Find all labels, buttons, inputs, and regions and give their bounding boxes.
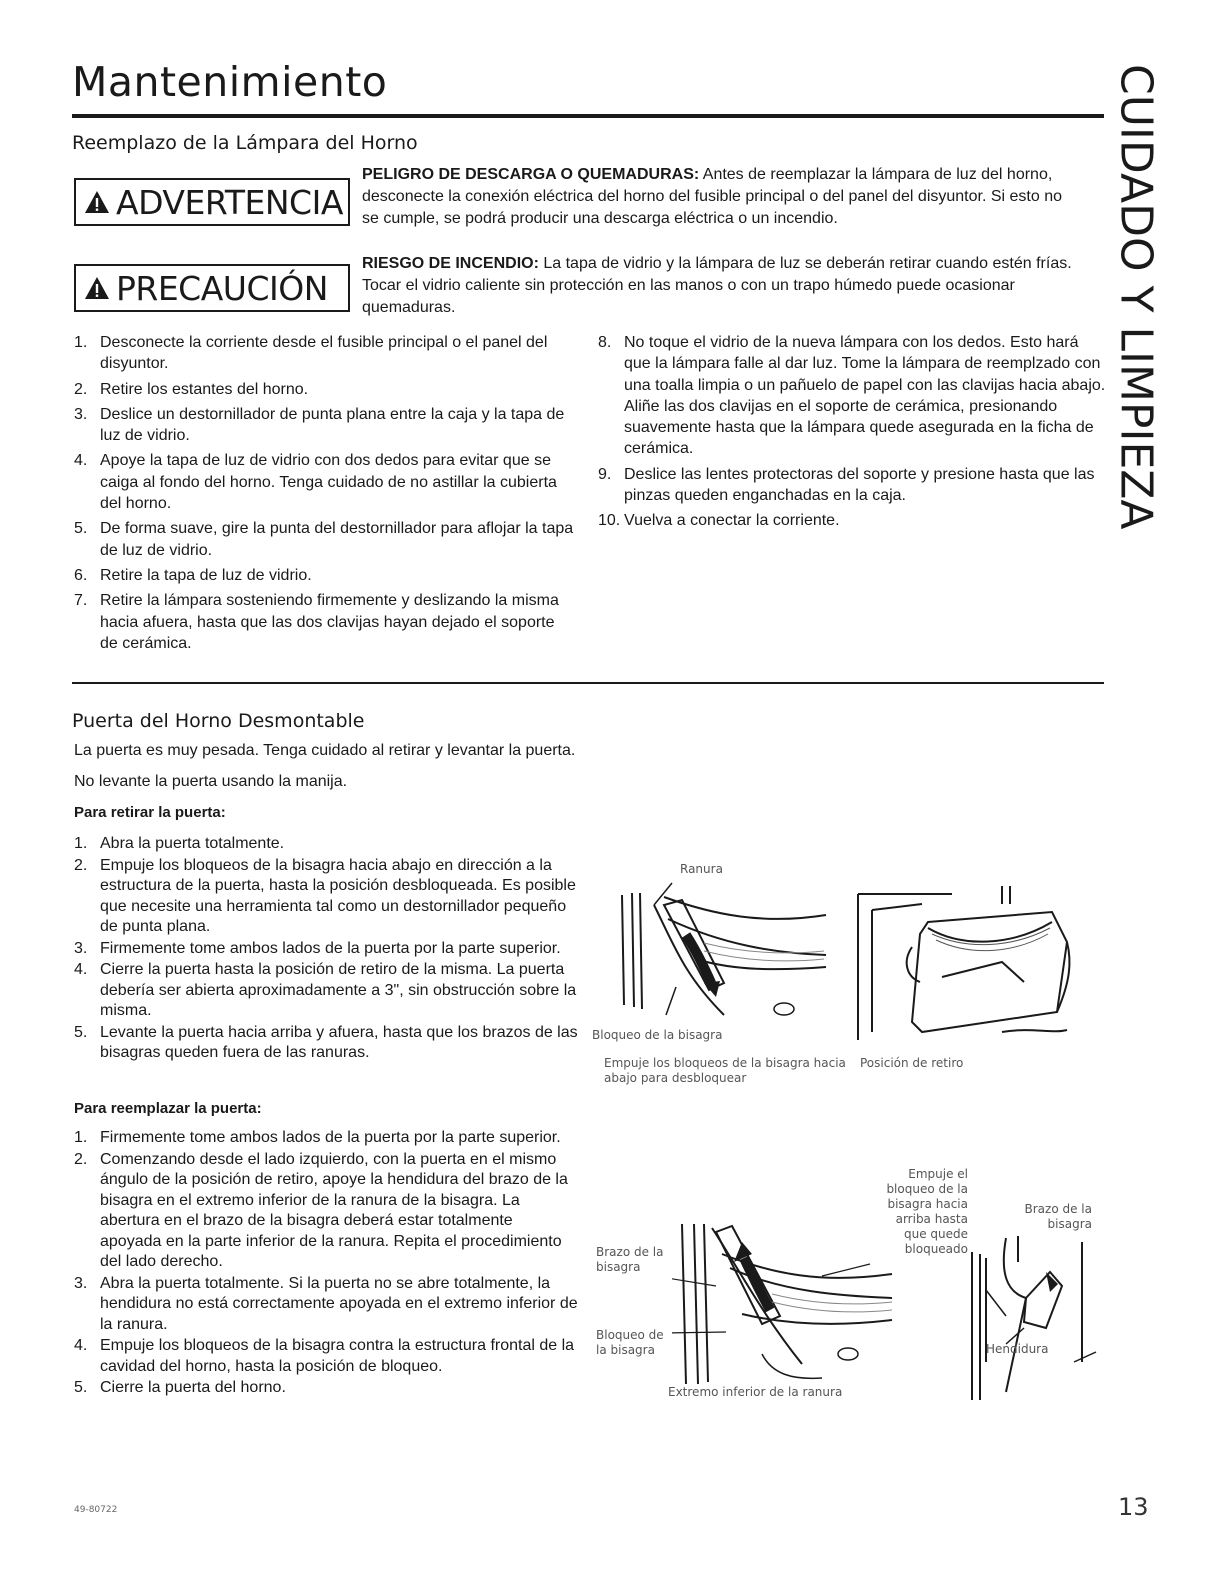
- list-item: 8. No toque el vidrio de la nueva lámpara con los dedos. Esto hará que la lámpara falle al dar luz. Tome la lámpara de reemplzado con una toalla limpia o un pañuelo de papel con las clavijas hacia abajo. Aliñe las dos clavijas en el soporte de cerámica, presionando suavemente hasta que la lámpara quede asegurada en la ficha de cerámica.: [598, 334, 1106, 458]
- list-item: 3. Firmemente tome ambos lados de la puerta por la parte superior.: [74, 939, 561, 957]
- list-item: 9. Deslice las lentes protectoras del soporte y presione hasta que las pinzas queden enganchadas en la caja.: [598, 465, 1095, 505]
- replace-door-steps: [74, 1128, 578, 1400]
- caption-empuje-up: Empuje el bloqueo de la bisagra hacia arriba hasta que quede bloqueado: [886, 1167, 968, 1256]
- caution-body: La tapa de vidrio y la lámpara de luz se deberán retirar cuando estén frías. Tocar el vidrio caliente sin protección en las manos o con un trapo húmedo puede ocasionar quemaduras.: [362, 255, 1072, 316]
- hinge-lock-illustration: [672, 1214, 900, 1384]
- door-intro-1: La puerta es muy pesada. Tenga cuidado al retirar y levantar la puerta.: [74, 742, 576, 759]
- document-code: 49-80722: [74, 1505, 118, 1515]
- caption-empuje-down: Empuje los bloqueos de la bisagra hacia abajo para desbloquear: [604, 1056, 846, 1085]
- caution-label: PRECAUCIÓN: [116, 268, 328, 308]
- removal-position-illustration: [852, 882, 1082, 1042]
- caption-ranura: Ranura: [680, 862, 723, 876]
- caption-posicion: Posición de retiro: [860, 1056, 964, 1070]
- list-item: 5. De forma suave, gire la punta del destornillador para aflojar la tapa de luz de vidrio.: [74, 520, 574, 559]
- lamp-steps-right: [598, 332, 1108, 536]
- warning-label: ADVERTENCIA: [116, 182, 343, 222]
- list-item: 3. Abra la puerta totalmente. Si la puerta no se abre totalmente, la hendidura no está correctamente apoyada en el extremo inferior de la ranura.: [74, 1274, 578, 1333]
- door-intro-2: No levante la puerta usando la manija.: [74, 773, 348, 790]
- caution-text: [362, 253, 1082, 319]
- list-item: 2. Empuje los bloqueos de la bisagra hacia abajo en dirección a la estructura de la puerta, hasta la posición desbloqueada. Es posible que necesite una herramienta tal como un destornillador pequeño de punta plana.: [74, 856, 576, 935]
- side-title-text: CUIDADO Y LIMPIEZA: [1110, 64, 1162, 530]
- hinge-unlock-illustration: [604, 875, 844, 1025]
- side-section-title: [1108, 64, 1164, 530]
- warning-triangle-icon: [84, 190, 110, 214]
- lamp-steps-left: [74, 332, 576, 658]
- list-item: 5. Cierre la puerta del horno.: [74, 1379, 286, 1396]
- caption-brazo-left: Brazo de la bisagra: [596, 1245, 664, 1274]
- list-item: 1. Abra la puerta totalmente.: [74, 835, 285, 852]
- caption-brazo-right: Brazo de la bisagra: [1024, 1202, 1092, 1231]
- remove-door-heading: Para retirar la puerta:: [74, 804, 226, 821]
- warning-body: Antes de reemplazar la lámpara de luz del horno, desconecte la conexión eléctrica del horno del fusible principal o del panel del disyuntor. Si esto no se cumple, se podrá producir una descarga eléctrica o un incendio.: [362, 166, 1062, 227]
- list-item: 4. Apoye la tapa de luz de vidrio con dos dedos para evitar que se caiga al fondo del horno. Tenga cuidado de no astillar la cubierta del horno.: [74, 452, 557, 513]
- section-lamp-title: Reemplazo de la Lámpara del Horno: [72, 132, 418, 154]
- replace-door-heading: Para reemplazar la puerta:: [74, 1100, 262, 1117]
- notch-detail-illustration: [966, 1232, 1106, 1402]
- list-item: 10. Vuelva a conectar la corriente.: [598, 512, 840, 530]
- list-item: 2. Retire los estantes del horno.: [74, 380, 309, 398]
- list-item: 5. Levante la puerta hacia arriba y afuera, hasta que los brazos de las bisagras queden fuera de las ranuras.: [74, 1023, 578, 1061]
- list-item: 1. Firmemente tome ambos lados de la puerta por la parte superior.: [74, 1129, 561, 1146]
- title-rule: [72, 114, 1104, 118]
- remove-door-steps: [74, 834, 578, 1065]
- section-door-title: Puerta del Horno Desmontable: [72, 710, 365, 732]
- caution-label-box: [74, 264, 350, 312]
- list-item: 7. Retire la lámpara sosteniendo firmemente y deslizando la misma hacia afuera, hasta que las dos clavijas hayan dejado el soporte de cerámica.: [74, 592, 559, 652]
- caption-bloqueo-bottom: Bloqueo de la bisagra: [596, 1328, 664, 1357]
- warning-text: [362, 164, 1082, 230]
- section-divider: [72, 682, 1104, 684]
- page-number: 13: [1118, 1493, 1149, 1521]
- caution-bold: RIESGO DE INCENDIO:: [362, 255, 539, 272]
- list-item: 4. Cierre la puerta hasta la posición de retiro de la misma. La puerta debería ser abierta aproximadamente a 3", sin obstrucción sobre la misma.: [74, 961, 577, 1019]
- page-title: Mantenimiento: [72, 58, 388, 106]
- caption-extremo: Extremo inferior de la ranura: [668, 1385, 843, 1399]
- list-item: 3. Deslice un destornillador de punta plana entre la caja y la tapa de luz de vidrio.: [74, 405, 565, 445]
- list-item: 2. Comenzando desde el lado izquierdo, con la puerta en el mismo ángulo de la posición de retiro, apoye la hendidura del brazo de la bisagra en el extremo inferior de la ranura de la bisagra. La abertura en el brazo de la bisagra deberá estar totalmente apoyada en la parte inferior de la ranura. Repita el procedimiento del lado derecho.: [74, 1150, 568, 1270]
- list-item: 1. Desconecte la corriente desde el fusible principal o el panel del disyuntor.: [74, 334, 548, 373]
- list-item: 6. Retire la tapa de luz de vidrio.: [74, 566, 312, 584]
- warning-label-box: [74, 178, 350, 226]
- caution-triangle-icon: [84, 276, 110, 300]
- caption-bloqueo-top: Bloqueo de la bisagra: [592, 1028, 723, 1042]
- list-item: 4. Empuje los bloqueos de la bisagra contra la estructura frontal de la cavidad del horno, hasta la posición de bloqueo.: [74, 1337, 575, 1375]
- caption-hendidura: Hendidura: [986, 1342, 1049, 1356]
- warning-bold: PELIGRO DE DESCARGA O QUEMADURAS:: [362, 166, 700, 183]
